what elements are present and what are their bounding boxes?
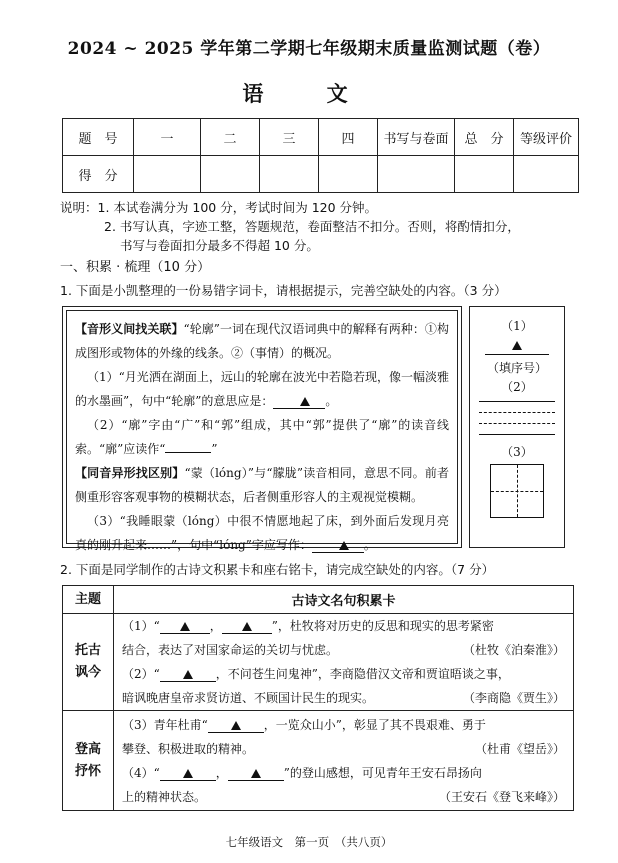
card-text: “轮廓”一词在现代汉语词典中的解释有两种：①构成图形或物体的外缘的线条。②（事情）的概况。 (75, 322, 449, 360)
poem-row (63, 614, 574, 711)
answer-label: （2） (501, 380, 533, 394)
triangle-icon (300, 397, 310, 406)
card-paragraph (75, 365, 449, 413)
poem-text: （2）“ (122, 667, 160, 681)
poem-text: 结合，表达了对国家命运的关切与忧虑。 (122, 643, 339, 657)
card-paragraph (75, 461, 449, 509)
pinyin-line (479, 423, 555, 424)
page-footer: 七年级语文 第一页 （共八页） (225, 835, 393, 849)
subject-title: 语 文 (242, 81, 376, 106)
poem-header-row (63, 586, 574, 614)
answer-blank[interactable] (160, 766, 216, 781)
score-input[interactable] (319, 156, 378, 193)
notes-label: 说明： (60, 200, 98, 215)
poem-cell (114, 614, 574, 711)
triangle-icon (183, 670, 193, 679)
triangle-icon (251, 769, 261, 778)
card-tag: 【音形义间找关联】 (75, 322, 184, 336)
answer-blank[interactable] (228, 766, 284, 781)
score-table (62, 118, 579, 193)
triangle-icon (231, 721, 241, 730)
theme-cell (63, 711, 114, 811)
score-cell: 二 (201, 119, 260, 156)
poem-source: （杜甫《望岳》） (474, 741, 565, 756)
answer-hint: （填序号） (486, 361, 547, 375)
score-cell: 题 号 (63, 119, 134, 156)
word-card-content (66, 310, 458, 552)
card-header: 古诗文名句积累卡 (114, 586, 574, 614)
poem-line (114, 713, 573, 737)
score-cell: 三 (260, 119, 319, 156)
poem-text: ”的登山感想，可见青年王安石昂扬向 (283, 765, 482, 780)
answer-blank[interactable] (208, 718, 264, 733)
poem-text: 暗讽晚唐皇帝求贤访道、不顾国计民生的现实。 (122, 691, 375, 705)
card-paragraph (75, 317, 449, 365)
score-value-row (63, 156, 579, 193)
poem-source: （李商隐《贾生》） (462, 691, 565, 705)
poem-text: ，不问苍生问鬼神”，李商隐借汉文帝和贾谊晤谈之事， (215, 667, 510, 681)
triangle-icon (180, 622, 190, 631)
answer-blank[interactable] (273, 394, 325, 409)
poem-line (114, 761, 573, 785)
exam-title: 2024 ~ 2025 学年第二学期七年级期末质量监测试题（卷） (67, 39, 551, 59)
question-2-stem: 2. 下面是同学制作的古诗文积累卡和座右铭卡，请完成空缺处的内容。（7 分） (60, 562, 495, 577)
card-text: （2）“廓”字由“广”和“郭”组成，其中“郭”提供了“廓”的读音线索。“廓”应读作“ (75, 418, 449, 456)
score-input[interactable] (134, 156, 201, 193)
word-card (62, 306, 462, 552)
score-header-row (63, 119, 579, 156)
pinyin-line (479, 401, 555, 402)
poem-row (63, 711, 574, 811)
score-input[interactable] (455, 156, 514, 193)
card-text: （1）“月光洒在湖面上，远山的轮廓在波光中若隐若现，像一幅淡雅的水墨画”，句中“轮廓”的意思应是： (75, 370, 449, 408)
score-cell: 总 分 (455, 119, 514, 156)
answer-label: （1） (501, 319, 533, 333)
poem-card-table (62, 585, 574, 811)
poem-source: （杜牧《泊秦淮》） (462, 643, 565, 657)
question-1-stem: 1. 下面是小凯整理的一份易错字词卡，请根据提示，完善空缺处的内容。（3 分） (60, 283, 507, 298)
poem-text: ”，杜牧将对历史的反思和现实的思考紧密 (271, 619, 494, 633)
card-text: 。 (325, 394, 338, 408)
instructions (60, 198, 520, 255)
theme-text: 登高 (74, 741, 101, 757)
answer-blank[interactable] (160, 667, 216, 682)
triangle-icon (242, 622, 252, 631)
score-input[interactable] (514, 156, 579, 193)
answer-blank[interactable] (160, 619, 210, 634)
theme-header: 主题 (63, 586, 114, 614)
poem-line (114, 614, 573, 638)
poem-text: （1）“ (122, 619, 160, 633)
card-text: （3）“我睡眼蒙（lóng）中很不情愿地起了床，到外面后发现月亮真的刚升起来……”，句中“lóng”字应写作： (75, 514, 449, 552)
score-cell: 四 (319, 119, 378, 156)
poem-line (114, 686, 573, 710)
theme-text: 托古 (74, 643, 101, 658)
score-input[interactable] (378, 156, 455, 193)
score-input[interactable] (260, 156, 319, 193)
poem-line (114, 638, 573, 662)
triangle-icon (183, 769, 193, 778)
note-item: 书写与卷面扣分最多不得超 10 分。 (120, 238, 319, 253)
score-cell: 等级评价 (514, 119, 579, 156)
poem-line (114, 737, 573, 761)
section-heading: 一、积累 · 梳理（10 分） (60, 260, 211, 275)
score-cell: 书写与卷面 (378, 119, 455, 156)
poem-cell (114, 711, 574, 811)
poem-line (114, 662, 573, 686)
poem-text: （4）“ (122, 765, 160, 780)
score-cell: 一 (134, 119, 201, 156)
poem-text: 攀登、积极进取的精神。 (122, 741, 255, 756)
note-item: 2. 书写认真，字迹工整，答题规范，卷面整洁不扣分。否则，将酌情扣分， (104, 219, 520, 234)
theme-text: 讽今 (74, 665, 101, 680)
poem-text: （3）青年杜甫“ (122, 717, 208, 732)
theme-cell (63, 614, 114, 711)
character-grid[interactable] (490, 464, 544, 518)
poem-source: （王安石《登飞来峰》） (438, 789, 565, 804)
answer-blank[interactable] (312, 538, 364, 553)
card-paragraph (75, 509, 449, 557)
answer-blank[interactable] (485, 338, 549, 355)
card-tag: 【同音异形找区别】 (75, 466, 185, 480)
card-text: “蒙（lóng）”与“朦胧”读音相同，意思不同。前者侧重形容客观事物的模糊状态，后者侧重形容人的主观视觉模糊。 (75, 466, 449, 504)
answer-column (469, 306, 565, 548)
score-input[interactable] (201, 156, 260, 193)
triangle-icon (339, 541, 349, 550)
pinyin-line[interactable] (479, 434, 555, 435)
poem-text: ，一览众山小”，彰显了其不畏艰难、勇于 (263, 717, 486, 732)
poem-line (114, 785, 573, 809)
card-paragraph (75, 413, 449, 461)
pinyin-line (479, 412, 555, 413)
triangle-icon (512, 341, 522, 350)
note-item: 1. 本试卷满分为 100 分，考试时间为 120 分钟。 (97, 200, 378, 215)
poem-text: ， (215, 765, 228, 780)
theme-text: 抒怀 (74, 763, 101, 779)
poem-text: ， (209, 619, 222, 633)
answer-label: （3） (501, 445, 533, 459)
card-text: ” (211, 442, 218, 456)
poem-text: 上的精神状态。 (122, 789, 207, 804)
grid-line (517, 465, 518, 517)
card-text: 。 (363, 538, 376, 552)
score-label: 得 分 (63, 156, 134, 193)
answer-blank[interactable] (165, 452, 211, 453)
answer-blank[interactable] (222, 619, 272, 634)
